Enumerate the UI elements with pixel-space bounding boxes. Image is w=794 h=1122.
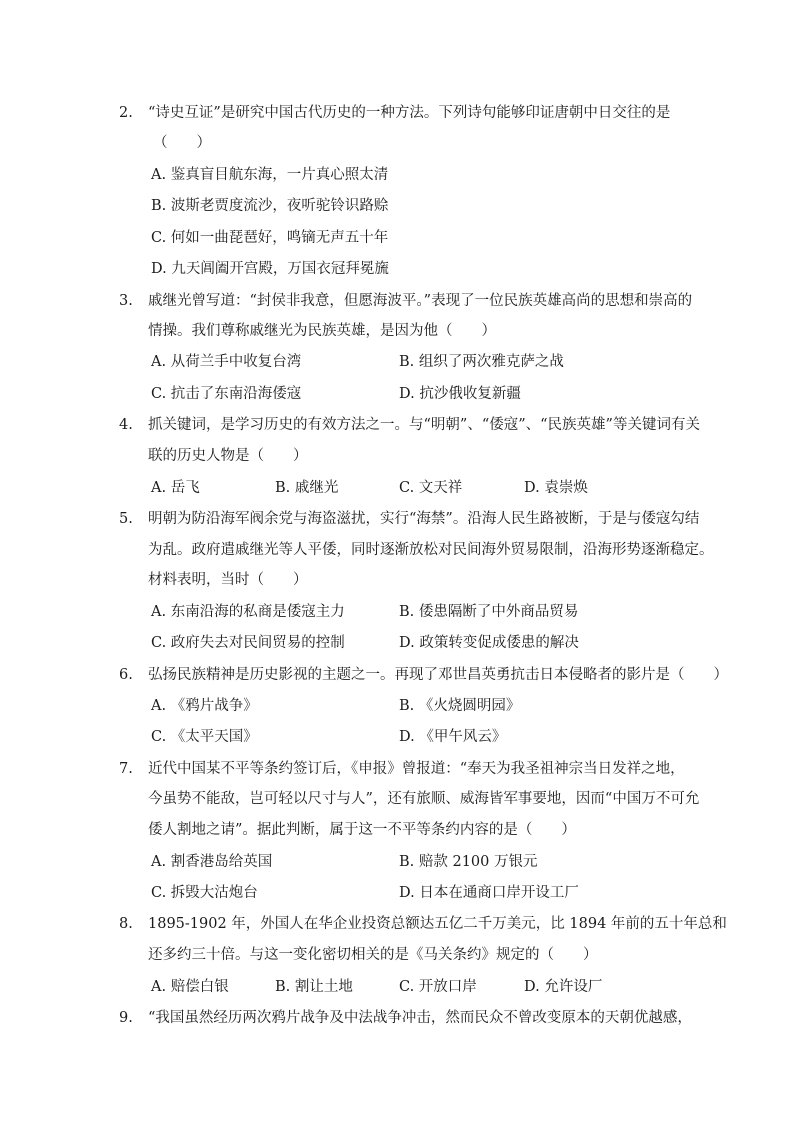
option-d: D. 抗沙俄收复新疆 (399, 386, 521, 402)
option-a: A. 岳飞 (151, 480, 200, 496)
option-b: B. 戚继光 (275, 480, 339, 496)
option-c: C. 何如一曲琵琶好，鸣镝无声五十年 (151, 230, 389, 246)
question-number: 4. (119, 417, 133, 433)
option-d: D. 允许设厂 (524, 979, 603, 995)
question-stem: 弘扬民族精神是历史影视的主题之一。再现了邓世昌英勇抗击日本侵略者的影片是（ ） (148, 667, 728, 683)
option-d: D. 政策转变促成倭患的解决 (399, 635, 579, 651)
question-stem: 还多约三十倍。与这一变化密切相关的是《马关条约》规定的（ ） (148, 947, 598, 963)
question-number: 9. (119, 1010, 133, 1026)
question-stem: 材料表明，当时（ ） (148, 572, 308, 588)
option-a: A. 《鸦片战争》 (151, 698, 258, 714)
option-a: A. 割香港岛给英国 (151, 854, 273, 870)
question-stem: 今虽势不能敌，岂可轻以尺寸与人”，还有旅顺、威海皆军事要地，因而“中国万不可允 (148, 791, 700, 807)
question-number: 8. (119, 916, 133, 932)
question-stem: 明朝为防沿海军阀余党与海盗滋扰，实行“海禁”。沿海人民生路被断，于是与倭寇勾结 (148, 511, 700, 527)
question-stem: （ ） (153, 135, 211, 151)
option-b: B. 赔款 2100 万银元 (399, 854, 538, 870)
option-b: B. 波斯老贾度流沙，夜听驼铃识路赊 (151, 198, 389, 214)
option-c: C. 《太平天国》 (151, 729, 258, 745)
option-d: D. 九天阊阖开宫殿，万国衣冠拜冕旒 (151, 261, 389, 277)
question-number: 7. (119, 761, 133, 777)
question-number: 3. (119, 293, 133, 309)
option-b: B. 《火烧圆明园》 (399, 698, 521, 714)
option-a: A. 东南沿海的私商是倭寇主力 (151, 604, 345, 620)
option-b: B. 割让土地 (275, 979, 353, 995)
question-stem: “我国虽然经历两次鸦片战争及中法战争冲击，然而民众不曾改变原本的天朝优越感， (148, 1010, 692, 1026)
option-d: D. 日本在通商口岸开设工厂 (399, 885, 579, 901)
option-c: C. 拆毁大沽炮台 (151, 885, 258, 901)
question-stem: “诗史互证”是研究中国古代历史的一种方法。下列诗句能够印证唐朝中日交往的是 (148, 105, 671, 121)
option-a: A. 赔偿白银 (151, 979, 229, 995)
option-a: A. 鉴真盲目航东海，一片真心照太清 (151, 167, 389, 183)
question-stem: 联的历史人物是（ ） (148, 448, 308, 464)
question-number: 5. (119, 511, 133, 527)
question-stem: 近代中国某不平等条约签订后，《申报》曾报道：“奉天为我圣祖神宗当日发祥之地， (148, 761, 685, 777)
question-number: 2. (119, 105, 133, 121)
option-c: C. 文天祥 (399, 480, 463, 496)
option-c: C. 政府失去对民间贸易的控制 (151, 635, 345, 651)
option-c: C. 抗击了东南沿海倭寇 (151, 386, 302, 402)
question-stem: 戚继光曾写道：“封侯非我意，但愿海波平。”表现了一位民族英雄高尚的思想和崇高的 (148, 293, 693, 309)
question-stem: 抓关键词，是学习历史的有效方法之一。与“明朝”、“倭寇”、“民族英雄”等关键词有关 (148, 417, 700, 433)
option-a: A. 从荷兰手中收复台湾 (151, 354, 302, 370)
question-stem: 为乱。政府遣戚继光等人平倭，同时逐渐放松对民间海外贸易限制，沿海形势逐渐稳定。 (148, 542, 714, 558)
option-b: B. 组织了两次雅克萨之战 (399, 354, 564, 370)
question-number: 6. (119, 667, 133, 683)
question-stem: 情操。我们尊称戚继光为民族英雄，是因为他（ ） (148, 323, 496, 339)
question-stem: 倭人割地之请”。据此判断，属于这一不平等条约内容的是（ ） (148, 822, 576, 838)
option-c: C. 开放口岸 (399, 979, 477, 995)
option-b: B. 倭患隔断了中外商品贸易 (399, 604, 579, 620)
option-d: D. 袁崇焕 (524, 480, 588, 496)
question-stem: 1895-1902 年，外国人在华企业投资总额达五亿二千万美元，比 1894 年前的五十年总和 (148, 916, 727, 932)
option-d: D. 《甲午风云》 (399, 729, 507, 745)
